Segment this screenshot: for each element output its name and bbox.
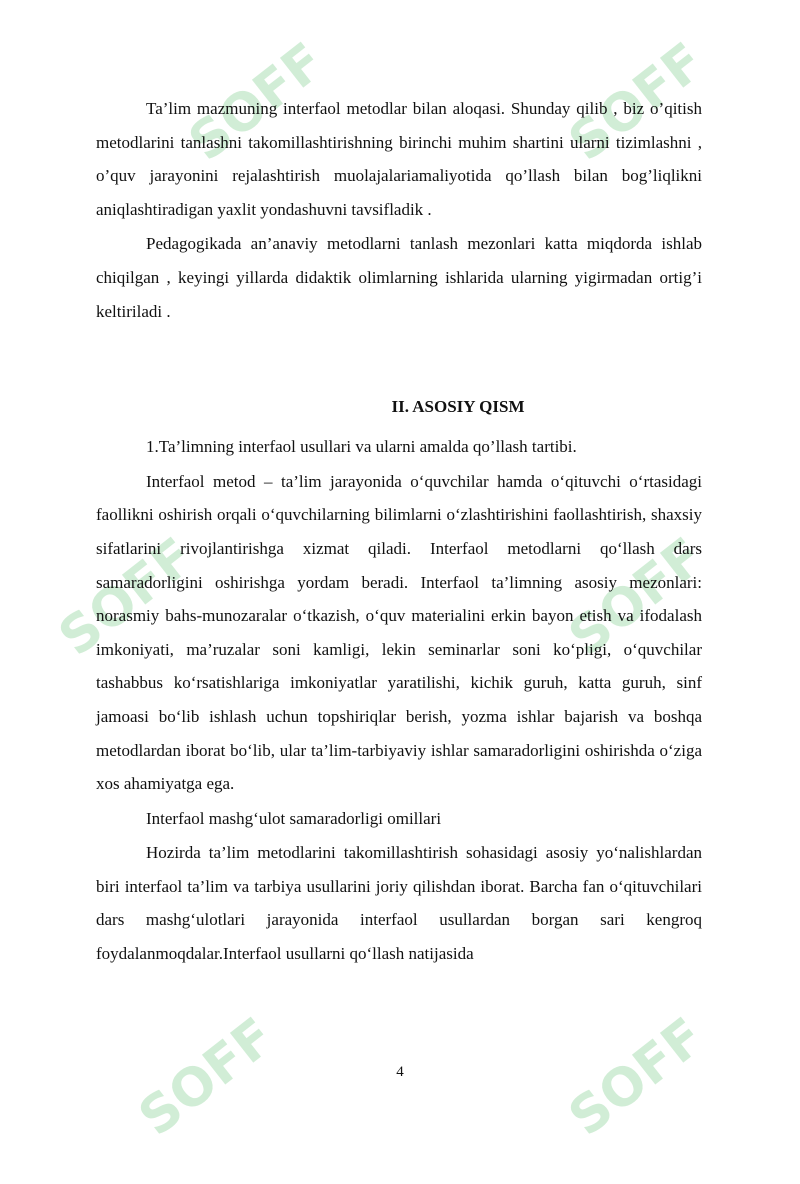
- svg-text:SOFF: SOFF: [558, 31, 716, 174]
- paragraph-2: Pedagogikada an’anaviy metodlarni tanlash mezonlari katta miqdorda ishlab chiqilgan , keyingi yillarda didaktik olimlarning ishlarida ularning yigirmadan ortig’i keltiriladi .: [96, 234, 702, 321]
- page-number: 4: [396, 1064, 404, 1080]
- paragraph-1: Ta’lim mazmuning interfaol metodlar bilan aloqasi. Shunday qilib , biz o’qitish metodlarini tanlashni takomillashtirishning birinchi muhim shartini ularni tizimlashni , o’quv jarayonini rejalashtirish muolajalariamaliyotida qo’llash bilan bog’liqlikni aniqlashtiradigan yaxlit yondashuvni tavsifladik .: [96, 99, 702, 219]
- paragraph-subheading: 1.Ta’limning interfaol usullari va ularni amalda qo’llash tartibi.: [146, 437, 577, 457]
- svg-text:SOFF: SOFF: [48, 526, 206, 669]
- paragraph-omillar: Interfaol mashg‘ulot samaradorligi omillari: [146, 808, 442, 828]
- svg-text:SOFF: SOFF: [178, 31, 336, 174]
- section-heading: II. ASOSIY QISM: [391, 397, 525, 417]
- svg-text:SOFF: SOFF: [558, 526, 716, 669]
- svg-text:SOFF: SOFF: [558, 1006, 716, 1149]
- document-body: [96, 92, 702, 971]
- svg-text:SOFF: SOFF: [128, 1006, 286, 1149]
- paragraph-interfaol-metod: Interfaol metod – ta’lim jarayonida o‘quvchilar hamda o‘qituvchi o‘rtasidagi faollikni oshirish orqali o‘quvchilarning bilimlarni o‘zlashtirishini faollashtirish, shaxsiy sifatlarini rivojlantirishga xizmat qiladi. Interfaol metodlarni qo‘llash dars samaradorligini oshirishga yordam beradi. Interfaol ta’limning asosiy mezonlari: norasmiy bahs-munozaralar o‘tkazish, o‘quv materialini erkin bayon etish va ifodalash imkoniyati, ma’ruzalar soni kamligi, lekin seminarlar soni ko‘pligi, o‘quvchilar tashabbus ko‘rsatishlariga imkoniyatlar yaratilishi, kichik guruh, katta guruh, sinf jamoasi bo‘lib ishlash uchun topshiriqlar berish, yozma ishlar bajarish va boshqa metodlardan iborat bo‘lib, ular ta’lim-tarbiyaviy ishlar samaradorligini oshirishda o‘ziga xos ahamiyatga ega.: [96, 471, 702, 794]
- paragraph-hozirda: Hozirda ta’lim metodlarini takomillashtirish sohasidagi asosiy yo‘nalishlardan biri interfaol ta’lim va tarbiya usullarini joriy qilishdan iborat. Barcha fan o‘qituvchilari dars mashg‘ulotlari jarayonida interfaol usullardan borgan sari kengroq foydalanmoqdalar.Interfaol usullarni qo‘llash natijasida: [96, 843, 702, 964]
